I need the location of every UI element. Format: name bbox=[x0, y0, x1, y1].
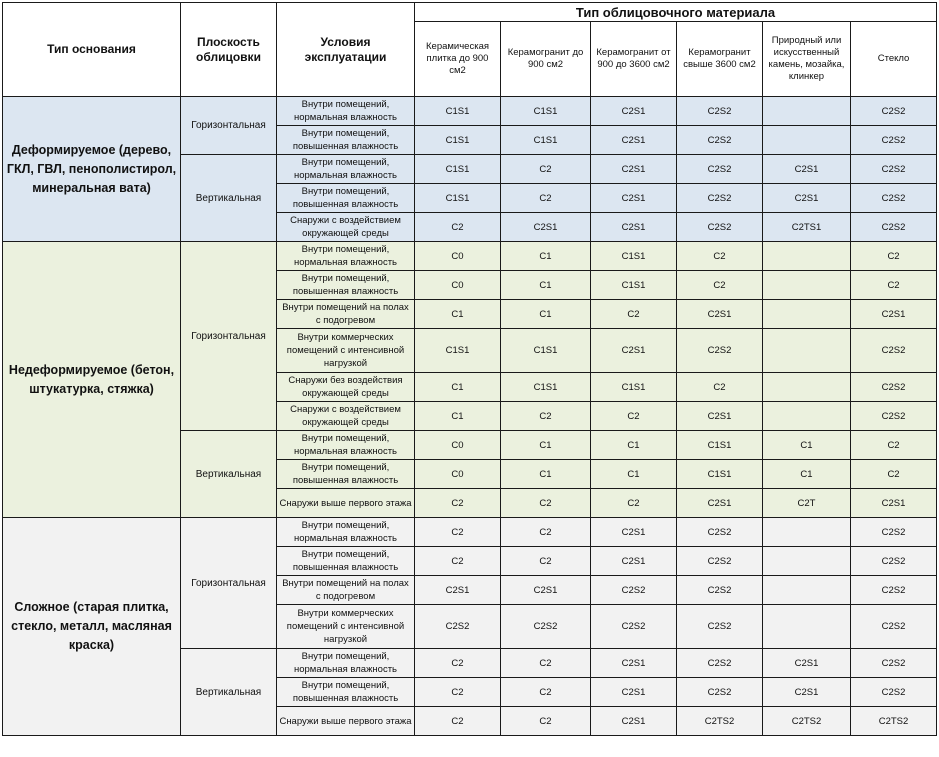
adhesive-class-cell: C2S1 bbox=[763, 155, 851, 184]
base-type-cell: Деформируемое (дерево, ГКЛ, ГВЛ, пенополистирол, минеральная вата) bbox=[3, 97, 181, 242]
adhesive-class-cell: C2 bbox=[501, 649, 591, 678]
adhesive-class-cell: C2S2 bbox=[851, 547, 937, 576]
adhesive-class-cell: C2 bbox=[415, 518, 501, 547]
adhesive-class-cell: C2S2 bbox=[851, 678, 937, 707]
adhesive-class-cell: C1 bbox=[501, 431, 591, 460]
adhesive-class-cell: C2S1 bbox=[677, 402, 763, 431]
adhesive-class-cell: C1S1 bbox=[677, 431, 763, 460]
table-body bbox=[3, 97, 937, 736]
condition-cell: Внутри помещений, повышенная влажность bbox=[277, 184, 415, 213]
adhesive-class-cell: C1S1 bbox=[501, 97, 591, 126]
condition-cell: Снаружи выше первого этажа bbox=[277, 489, 415, 518]
condition-cell: Внутри помещений, повышенная влажность bbox=[277, 678, 415, 707]
adhesive-class-cell: C2S2 bbox=[677, 518, 763, 547]
adhesive-class-cell: C1 bbox=[501, 300, 591, 329]
adhesive-class-cell: C2S1 bbox=[677, 300, 763, 329]
adhesive-class-cell: C1S1 bbox=[591, 242, 677, 271]
adhesive-class-cell: C2T bbox=[763, 489, 851, 518]
adhesive-class-cell: C2S1 bbox=[501, 213, 591, 242]
header-material: Стекло bbox=[851, 22, 937, 97]
adhesive-class-cell: C2S2 bbox=[677, 155, 763, 184]
plane-cell: Горизонтальная bbox=[181, 242, 277, 431]
header-material: Керамогранит от 900 до 3600 см2 bbox=[591, 22, 677, 97]
condition-cell: Внутри коммерческих помещений с интенсивной нагрузкой bbox=[277, 329, 415, 373]
adhesive-class-cell bbox=[763, 605, 851, 649]
adhesive-class-cell bbox=[763, 547, 851, 576]
adhesive-class-cell: C1S1 bbox=[415, 184, 501, 213]
condition-cell: Снаружи без воздействия окружающей среды bbox=[277, 373, 415, 402]
adhesive-class-cell: C1S1 bbox=[415, 329, 501, 373]
adhesive-class-cell: C2 bbox=[415, 213, 501, 242]
adhesive-class-cell: C2S2 bbox=[591, 576, 677, 605]
condition-cell: Снаружи с воздействием окружающей среды bbox=[277, 402, 415, 431]
adhesive-class-cell: C2S1 bbox=[501, 576, 591, 605]
adhesive-class-cell: C2 bbox=[501, 184, 591, 213]
adhesive-class-cell: C2S2 bbox=[677, 213, 763, 242]
adhesive-class-cell: C2S2 bbox=[677, 605, 763, 649]
plane-cell: Вертикальная bbox=[181, 649, 277, 736]
adhesive-class-cell: C2S1 bbox=[591, 329, 677, 373]
adhesive-class-cell: C1S1 bbox=[415, 97, 501, 126]
adhesive-class-cell: C2S1 bbox=[677, 489, 763, 518]
adhesive-class-cell: C2S2 bbox=[677, 184, 763, 213]
adhesive-class-cell: C2TS2 bbox=[851, 707, 937, 736]
condition-cell: Внутри помещений на полах с подогревом bbox=[277, 576, 415, 605]
adhesive-class-cell: C2 bbox=[415, 547, 501, 576]
header-material-group: Тип облицовочного материала bbox=[415, 3, 937, 22]
condition-cell: Внутри помещений, повышенная влажность bbox=[277, 460, 415, 489]
adhesive-class-cell bbox=[763, 300, 851, 329]
adhesive-class-cell: C1 bbox=[501, 242, 591, 271]
adhesive-class-cell bbox=[763, 373, 851, 402]
condition-cell: Внутри помещений, нормальная влажность bbox=[277, 97, 415, 126]
condition-cell: Снаружи выше первого этажа bbox=[277, 707, 415, 736]
adhesive-class-cell: C2S1 bbox=[851, 489, 937, 518]
adhesive-class-cell bbox=[763, 576, 851, 605]
plane-cell: Вертикальная bbox=[181, 155, 277, 242]
adhesive-class-cell: C2S2 bbox=[851, 213, 937, 242]
adhesive-selection-table bbox=[2, 2, 937, 736]
adhesive-class-cell: C2S2 bbox=[851, 184, 937, 213]
adhesive-class-cell: C2S1 bbox=[591, 707, 677, 736]
adhesive-class-cell: C2S1 bbox=[591, 518, 677, 547]
adhesive-class-cell: C2S2 bbox=[851, 605, 937, 649]
adhesive-class-cell: C2S2 bbox=[501, 605, 591, 649]
plane-cell: Горизонтальная bbox=[181, 97, 277, 155]
adhesive-class-cell: C2TS2 bbox=[763, 707, 851, 736]
adhesive-class-cell: C2S2 bbox=[851, 373, 937, 402]
adhesive-class-cell: C2S2 bbox=[851, 97, 937, 126]
adhesive-class-cell bbox=[763, 126, 851, 155]
table-row bbox=[3, 242, 937, 271]
adhesive-class-cell: C1 bbox=[763, 431, 851, 460]
adhesive-class-cell: C2S2 bbox=[851, 576, 937, 605]
header-material: Керамогранит свыше 3600 см2 bbox=[677, 22, 763, 97]
adhesive-class-cell: C2S1 bbox=[591, 126, 677, 155]
adhesive-class-cell: C2S2 bbox=[851, 126, 937, 155]
adhesive-class-cell: C2 bbox=[415, 678, 501, 707]
adhesive-class-cell: C2 bbox=[501, 489, 591, 518]
adhesive-class-cell: C2 bbox=[501, 518, 591, 547]
adhesive-class-cell: C1 bbox=[415, 373, 501, 402]
adhesive-class-cell: C1 bbox=[591, 460, 677, 489]
adhesive-class-cell: C1 bbox=[501, 460, 591, 489]
adhesive-class-cell: C2S2 bbox=[851, 329, 937, 373]
adhesive-class-cell: C1S1 bbox=[591, 271, 677, 300]
adhesive-class-cell: C2 bbox=[851, 271, 937, 300]
adhesive-class-cell: C2S1 bbox=[591, 97, 677, 126]
condition-cell: Внутри помещений, повышенная влажность bbox=[277, 547, 415, 576]
adhesive-class-cell: C1 bbox=[415, 300, 501, 329]
table-row bbox=[3, 518, 937, 547]
adhesive-class-cell: C2S1 bbox=[591, 213, 677, 242]
adhesive-class-cell: C1S1 bbox=[415, 126, 501, 155]
adhesive-class-cell: C2 bbox=[677, 242, 763, 271]
condition-cell: Внутри помещений, нормальная влажность bbox=[277, 155, 415, 184]
condition-cell: Внутри помещений на полах с подогревом bbox=[277, 300, 415, 329]
adhesive-class-cell: C2S1 bbox=[851, 300, 937, 329]
adhesive-class-cell: C2S2 bbox=[591, 605, 677, 649]
adhesive-class-cell: C0 bbox=[415, 431, 501, 460]
adhesive-class-cell: C0 bbox=[415, 271, 501, 300]
plane-cell: Горизонтальная bbox=[181, 518, 277, 649]
adhesive-class-cell: C2 bbox=[591, 402, 677, 431]
condition-cell: Внутри помещений, нормальная влажность bbox=[277, 431, 415, 460]
adhesive-class-cell: C2S2 bbox=[851, 518, 937, 547]
adhesive-class-cell: C2S1 bbox=[763, 184, 851, 213]
adhesive-class-cell: C1S1 bbox=[501, 373, 591, 402]
header-material: Керамическая плитка до 900 см2 bbox=[415, 22, 501, 97]
adhesive-class-cell: C2TS1 bbox=[763, 213, 851, 242]
adhesive-class-cell: C2S2 bbox=[851, 649, 937, 678]
adhesive-class-cell bbox=[763, 402, 851, 431]
header-base-type: Тип основания bbox=[3, 3, 181, 97]
plane-cell: Вертикальная bbox=[181, 431, 277, 518]
header-plane: Плоскость облицовки bbox=[181, 3, 277, 97]
adhesive-class-cell: C2S1 bbox=[763, 649, 851, 678]
adhesive-class-cell: C2S2 bbox=[677, 649, 763, 678]
adhesive-class-cell: C1S1 bbox=[501, 126, 591, 155]
adhesive-class-cell: C1S1 bbox=[501, 329, 591, 373]
adhesive-class-cell: C2S1 bbox=[763, 678, 851, 707]
adhesive-class-cell: C1S1 bbox=[415, 155, 501, 184]
adhesive-class-cell: C2 bbox=[415, 489, 501, 518]
header-conditions: Условия эксплуатации bbox=[277, 3, 415, 97]
adhesive-class-cell: C2S2 bbox=[677, 547, 763, 576]
adhesive-class-cell bbox=[763, 518, 851, 547]
condition-cell: Внутри помещений, повышенная влажность bbox=[277, 126, 415, 155]
condition-cell: Снаружи с воздействием окружающей среды bbox=[277, 213, 415, 242]
adhesive-class-cell: C2S1 bbox=[591, 184, 677, 213]
adhesive-class-cell: C2TS2 bbox=[677, 707, 763, 736]
adhesive-class-cell: C2 bbox=[851, 431, 937, 460]
base-type-cell: Недеформируемое (бетон, штукатурка, стяжка) bbox=[3, 242, 181, 518]
adhesive-class-cell: C2 bbox=[851, 460, 937, 489]
header-material: Керамогранит до 900 см2 bbox=[501, 22, 591, 97]
adhesive-class-cell: C2 bbox=[415, 707, 501, 736]
adhesive-class-cell: C1 bbox=[591, 431, 677, 460]
adhesive-class-cell: C2 bbox=[591, 489, 677, 518]
adhesive-class-cell: C2S2 bbox=[677, 97, 763, 126]
header-material: Природный или искусственный камень, мозайка, клинкер bbox=[763, 22, 851, 97]
condition-cell: Внутри коммерческих помещений с интенсивной нагрузкой bbox=[277, 605, 415, 649]
adhesive-class-cell: C1S1 bbox=[677, 460, 763, 489]
adhesive-class-cell: C2S2 bbox=[677, 576, 763, 605]
adhesive-class-cell: C2S1 bbox=[591, 155, 677, 184]
condition-cell: Внутри помещений, нормальная влажность bbox=[277, 242, 415, 271]
adhesive-class-cell: C2S2 bbox=[851, 402, 937, 431]
adhesive-class-cell bbox=[763, 271, 851, 300]
adhesive-class-cell: C2S2 bbox=[677, 678, 763, 707]
adhesive-class-cell: C2S1 bbox=[591, 547, 677, 576]
adhesive-class-cell: C2 bbox=[501, 402, 591, 431]
condition-cell: Внутри помещений, нормальная влажность bbox=[277, 518, 415, 547]
table-row bbox=[3, 97, 937, 126]
adhesive-class-cell: C0 bbox=[415, 242, 501, 271]
adhesive-class-cell: C2S1 bbox=[591, 649, 677, 678]
adhesive-class-cell: C0 bbox=[415, 460, 501, 489]
adhesive-class-cell: C2S2 bbox=[851, 155, 937, 184]
adhesive-class-cell: C2S1 bbox=[591, 678, 677, 707]
adhesive-class-cell: C2S2 bbox=[415, 605, 501, 649]
adhesive-class-cell bbox=[763, 329, 851, 373]
adhesive-class-cell bbox=[763, 242, 851, 271]
adhesive-class-cell: C1S1 bbox=[591, 373, 677, 402]
condition-cell: Внутри помещений, повышенная влажность bbox=[277, 271, 415, 300]
adhesive-class-cell: C2 bbox=[501, 155, 591, 184]
adhesive-class-cell: C1 bbox=[763, 460, 851, 489]
adhesive-class-cell: C2 bbox=[851, 242, 937, 271]
adhesive-class-cell: C2 bbox=[677, 271, 763, 300]
adhesive-class-cell: C2S2 bbox=[677, 329, 763, 373]
condition-cell: Внутри помещений, нормальная влажность bbox=[277, 649, 415, 678]
base-type-cell: Сложное (старая плитка, стекло, металл, масляная краска) bbox=[3, 518, 181, 736]
adhesive-class-cell: C2 bbox=[501, 678, 591, 707]
adhesive-class-cell: C2 bbox=[677, 373, 763, 402]
adhesive-class-cell: C1 bbox=[415, 402, 501, 431]
adhesive-class-cell: C2 bbox=[501, 547, 591, 576]
adhesive-class-cell: C2 bbox=[415, 649, 501, 678]
adhesive-class-cell bbox=[763, 97, 851, 126]
adhesive-class-cell: C2 bbox=[501, 707, 591, 736]
adhesive-class-cell: C1 bbox=[501, 271, 591, 300]
adhesive-class-cell: C2 bbox=[591, 300, 677, 329]
adhesive-class-cell: C2S2 bbox=[677, 126, 763, 155]
adhesive-class-cell: C2S1 bbox=[415, 576, 501, 605]
